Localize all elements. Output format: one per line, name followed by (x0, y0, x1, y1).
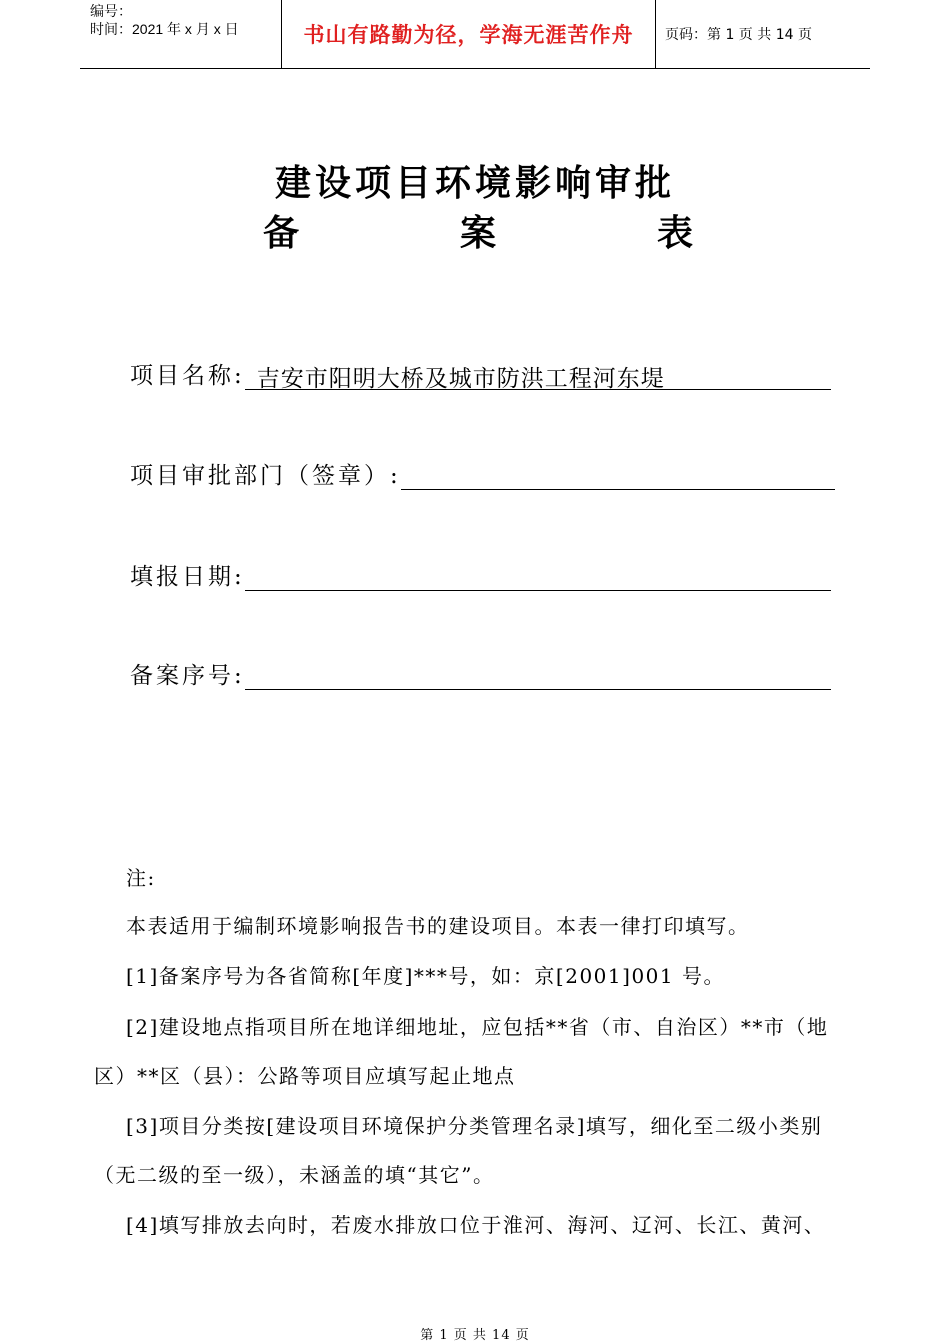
code-label: 编号： (90, 3, 132, 19)
note-line: [1]备案序号为各省简称[年度]***号，如：京[2001]001 号。 (126, 964, 725, 988)
page-footer: 第 1 页 共 14 页 (420, 1328, 530, 1343)
field-label: 填报日期: (130, 564, 245, 590)
record-no-value[interactable] (245, 660, 831, 690)
project-name-value[interactable]: 吉安市阳明大桥及城市防洪工程河东堤 (245, 360, 831, 390)
note-line: 区）**区（县）：公路等项目应填写起止地点 (94, 1064, 516, 1088)
time-label: 时间：2021 年 x 月 x 日 (90, 21, 239, 37)
approval-dept-value[interactable] (401, 460, 835, 490)
note-line: [3]项目分类按[建设项目环境保护分类管理名录]填写，细化至二级小类别 (126, 1114, 823, 1138)
field-record-no (130, 656, 831, 690)
subtitle-char: 备 (263, 213, 300, 254)
page-header (80, 0, 870, 69)
note-line: （无二级的至一级），未涵盖的填“其它”。 (94, 1163, 495, 1187)
field-fill-date (130, 557, 831, 591)
field-label: 项目名称: (130, 363, 245, 389)
field-label: 项目审批部门（签章）: (130, 463, 401, 489)
note-line: [4]填写排放去向时，若废水排放口位于淮河、海河、辽河、长江、黄河、 (126, 1213, 826, 1237)
field-project-name (130, 356, 831, 390)
field-label: 备案序号: (130, 663, 245, 689)
subtitle-char: 案 (459, 213, 496, 254)
subtitle-char: 表 (656, 213, 693, 254)
header-page-info: 页码：第 1 页 共 14 页 (665, 27, 812, 43)
document-subtitle (263, 205, 693, 256)
note-line: [2]建设地点指项目所在地详细地址，应包括**省（市、自治区）**市（地 (126, 1015, 829, 1039)
header-motto: 书山有路勤为径，学海无涯苦作舟 (303, 23, 634, 47)
header-meta (90, 2, 239, 38)
document-title: 建设项目环境影响审批 (274, 163, 675, 204)
fill-date-value[interactable] (245, 561, 831, 591)
note-line: 本表适用于编制环境影响报告书的建设项目。本表一律打印填写。 (126, 914, 750, 938)
field-approval-dept (130, 456, 835, 490)
header-divider (655, 0, 656, 68)
notes-heading: 注: (126, 866, 156, 890)
